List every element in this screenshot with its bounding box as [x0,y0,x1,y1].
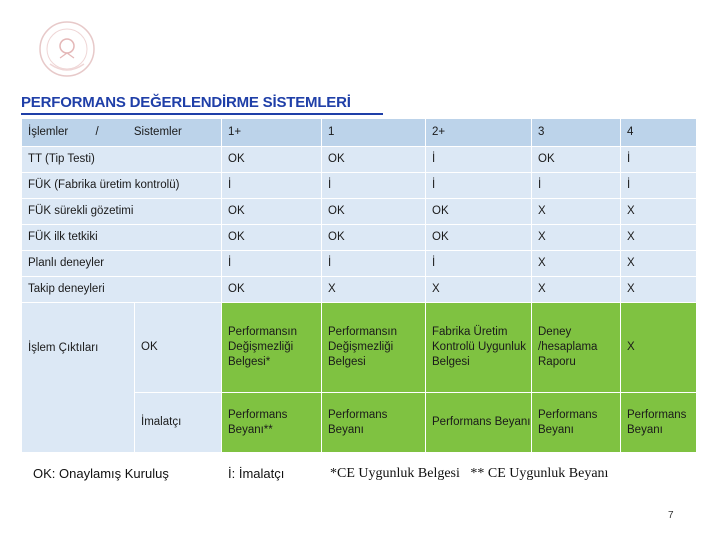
footer-i-legend: İ: İmalatçı [228,466,285,481]
table-cell: X [532,251,621,277]
emblem-seal-icon [38,20,96,78]
output-party-ok: OK [135,303,222,393]
table-cell: İ [322,251,426,277]
table-cell: X [621,251,697,277]
output-cell: Deney /hesaplama Raporu [532,303,621,393]
header-slash: / [95,126,99,139]
row-label: FÜK ilk tetkiki [22,225,222,251]
table-cell: İ [322,173,426,199]
output-cell: Performans Beyanı [322,393,426,453]
output-row-ok [22,303,697,393]
table-row [22,173,697,199]
footer-notes: *CE Uygunluk Belgesi ** CE Uygunluk Beyanı [330,466,609,481]
table-cell: OK [222,147,322,173]
table-cell: X [621,199,697,225]
output-cell: Performansın Değişmezliği Belgesi* [222,303,322,393]
header-level: 1+ [222,119,322,147]
table-cell: X [532,225,621,251]
output-party-manufacturer: İmalatçı [135,393,222,453]
table-cell: OK [322,147,426,173]
table-cell: İ [532,173,621,199]
table-cell: İ [426,173,532,199]
performance-systems-table [21,118,697,453]
table-cell: OK [222,199,322,225]
row-label: FÜK (Fabrika üretim kontrolü) [22,173,222,199]
header-operations-systems [22,119,222,147]
footer-ok-legend: OK: Onaylamış Kuruluş [33,466,169,481]
row-label: FÜK sürekli gözetimi [22,199,222,225]
table-cell: X [532,277,621,303]
output-cell: X [621,303,697,393]
header-level: 1 [322,119,426,147]
table-cell: İ [222,251,322,277]
output-cell: Performans Beyanı [426,393,532,453]
title-underline [21,113,383,115]
table-cell: OK [222,277,322,303]
table-cell: X [621,277,697,303]
table-cell: İ [222,173,322,199]
outputs-label: İşlem Çıktıları [22,303,135,453]
table-row [22,277,697,303]
table-cell: İ [621,173,697,199]
table-cell: OK [322,225,426,251]
row-label: TT (Tip Testi) [22,147,222,173]
header-level: 3 [532,119,621,147]
table-cell: X [426,277,532,303]
table-cell: X [322,277,426,303]
table-cell: OK [426,199,532,225]
output-cell: Performans Beyanı** [222,393,322,453]
header-level: 2+ [426,119,532,147]
table-cell: İ [621,147,697,173]
table-row [22,225,697,251]
page-title: PERFORMANS DEĞERLENDİRME SİSTEMLERİ [21,94,351,111]
table-row [22,199,697,225]
table-cell: OK [532,147,621,173]
header-operations-label: İşlemler [28,126,69,139]
header-row [22,119,697,147]
table-row [22,251,697,277]
output-cell: Performans Beyanı [621,393,697,453]
table-cell: X [621,225,697,251]
table-cell: X [532,199,621,225]
table-cell: İ [426,251,532,277]
table-cell: OK [322,199,426,225]
header-systems-label: Sistemler [133,126,182,139]
output-cell: Performansın Değişmezliği Belgesi [322,303,426,393]
table-row [22,147,697,173]
page-number: 7 [668,510,674,521]
output-cell: Fabrika Üretim Kontrolü Uygunluk Belgesi [426,303,532,393]
table-cell: OK [426,225,532,251]
table-cell: OK [222,225,322,251]
output-cell: Performans Beyanı [532,393,621,453]
table-cell: İ [426,147,532,173]
row-label: Takip deneyleri [22,277,222,303]
header-level: 4 [621,119,697,147]
row-label: Planlı deneyler [22,251,222,277]
